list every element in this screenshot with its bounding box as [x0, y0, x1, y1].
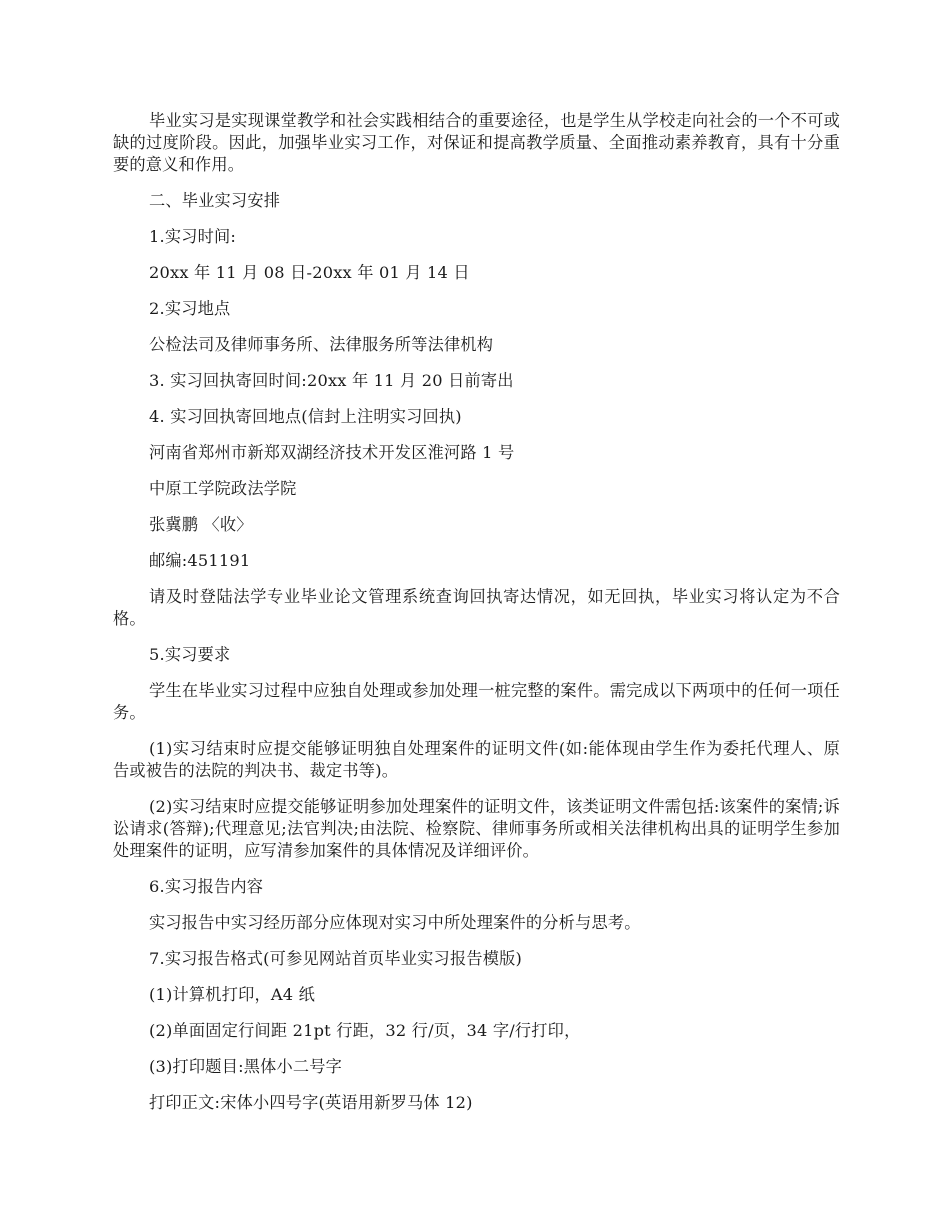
address-recipient: 张冀鹏 〈收〉: [149, 515, 253, 534]
item-heading-location: 2.实习地点: [149, 299, 231, 318]
address-line: 河南省郑州市新郑双湖经济技术开发区淮河路 1 号: [149, 443, 515, 462]
requirement-option-2: (2)实习结束时应提交能够证明参加处理案件的证明文件，该类证明文件需包括:该案件的案情;诉讼请求(答辩);代理意见;法官判决;由法院、检察院、律师事务所或相关法律机构出具的证明学生参加处理案件的证明，应写清参加案件的具体情况及详细评价。: [113, 797, 840, 860]
intro-paragraph: 毕业实习是实现课堂教学和社会实践相结合的重要途径，也是学生从学校走向社会的一个不可或缺的过度阶段。因此，加强毕业实习工作，对保证和提高教学质量、全面推动素养教育，具有十分重要的意义和作用。: [113, 111, 840, 174]
format-rule-2: (2)单面固定行间距 21pt 行距，32 行/页，34 字/行打印，: [149, 1021, 581, 1040]
format-rule-3: (3)打印题目:黑体小二号字: [149, 1057, 343, 1076]
address-institution: 中原工学院政法学院: [149, 479, 297, 498]
section-heading-arrangement: 二、毕业实习安排: [149, 191, 281, 210]
document-body: [113, 110, 840, 1128]
postal-code: 邮编:451191: [149, 551, 251, 570]
requirement-option-1: (1)实习结束时应提交能够证明独自处理案件的证明文件(如:能体现由学生作为委托代理人、原告或被告的法院的判决书、裁定书等)。: [113, 739, 840, 780]
requirements-intro: 学生在毕业实习过程中应独自处理或参加处理一桩完整的案件。需完成以下两项中的任何一项任务。: [113, 681, 840, 722]
format-rule-body-font: 打印正文:宋体小四号字(英语用新罗马体 12): [149, 1093, 473, 1112]
item-heading-time: 1.实习时间:: [149, 227, 237, 246]
receipt-deadline: 3. 实习回执寄回时间:20xx 年 11 月 20 日前寄出: [149, 371, 514, 390]
internship-location: 公检法司及律师事务所、法律服务所等法律机构: [149, 335, 494, 354]
report-content-text: 实习报告中实习经历部分应体现对实习中所处理案件的分析与思考。: [149, 913, 641, 932]
receipt-notice: 请及时登陆法学专业毕业论文管理系统查询回执寄达情况，如无回执，毕业实习将认定为不合格。: [113, 587, 840, 628]
format-rule-1: (1)计算机打印，A4 纸: [149, 985, 315, 1004]
item-heading-report-format: 7.实习报告格式(可参见网站首页毕业实习报告模版): [149, 949, 523, 968]
item-heading-report-content: 6.实习报告内容: [149, 877, 264, 896]
receipt-address-heading: 4. 实习回执寄回地点(信封上注明实习回执): [149, 407, 462, 426]
item-heading-requirements: 5.实习要求: [149, 645, 231, 664]
internship-dates: 20xx 年 11 月 08 日-20xx 年 01 月 14 日: [149, 263, 470, 282]
